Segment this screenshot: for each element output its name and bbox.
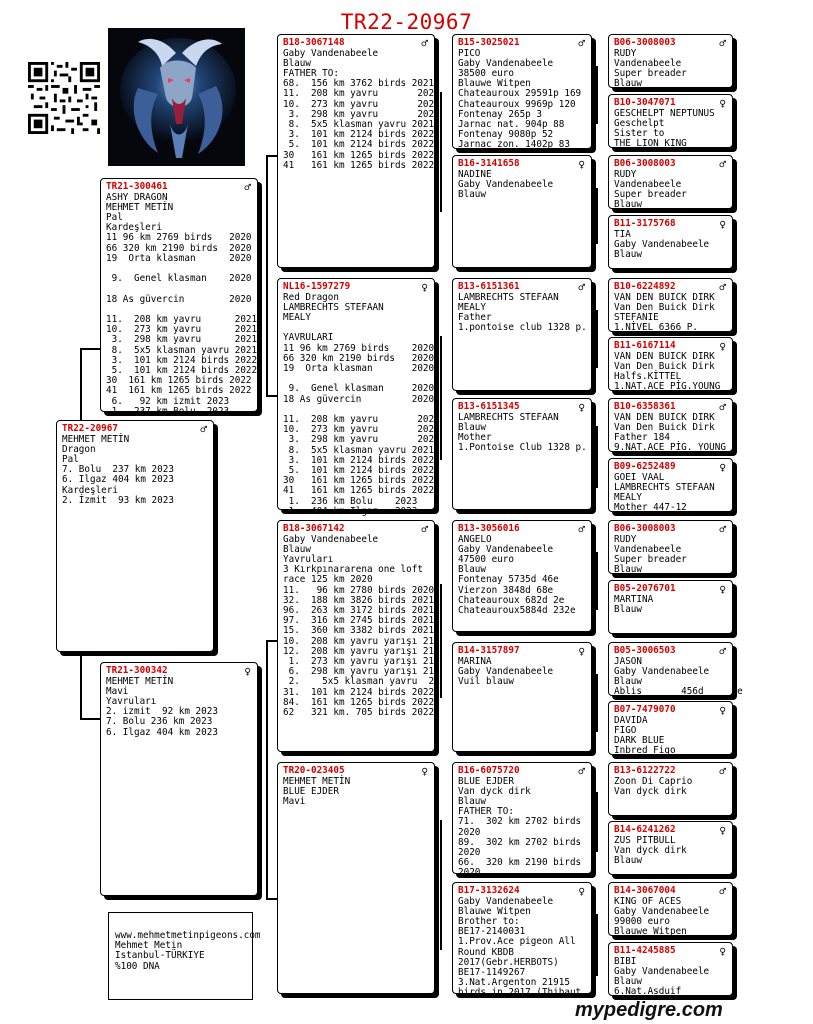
female-icon: ♀ <box>719 218 726 231</box>
pigeon-details: BIBI Gaby Vandenabeele Blauw 6.Nat.Asduif <box>614 955 710 998</box>
contact-text: www.mehmetmetinpigeons.com Mehmet Metin Istanbul-TÜRKIYE %100 DNA <box>115 930 261 972</box>
connector-line <box>596 426 598 488</box>
pigeon-details: GOEI VAAL LAMBRECHTS STEFAAN MEALY Mother 447-12 <box>614 471 715 514</box>
footer-brand[interactable]: mypedigre.com <box>575 999 723 1021</box>
male-icon: ♂ <box>578 765 585 778</box>
ring-number: B06-3008003 <box>614 158 676 169</box>
connector-line <box>266 395 277 397</box>
male-icon: ♂ <box>719 281 726 294</box>
connector-line <box>440 584 442 698</box>
pigeon-card-gen4-1[interactable] <box>452 34 592 149</box>
connector-line <box>596 66 598 124</box>
male-icon: ♂ <box>578 523 585 536</box>
pigeon-details: VAN DEN BUICK DIRK Van Den Buick Dirk Father 184 9.NAT.ACE PİG. YOUNG <box>614 411 726 454</box>
ring-number: B18-3067148 <box>283 37 345 48</box>
pigeon-details: ASHY DRAGON MEHMET METİN Pal Kardeşleri 11 96 km 2769 birds 2020 66 320 km 2190 birds 2020 19 Orta klasman 2020 9. Genel klasman 2020 18 As güvercin 2020 11. 208 km yavru 2021 10. 273 km yavru 2021 3. 298 km yavru 2021 8. 5x5 klasman yavru 2021 3. 101 km 2124 birds 2022 5. 101 km 2124 birds 2022 30 161 km 1265 birds 2022 41 161 km 1265 birds 2022 6. 92 km izmit 2023 1. 237 km Bolu 2023 <box>106 191 258 417</box>
dragon-photo <box>108 28 245 166</box>
male-icon: ♂ <box>244 181 251 194</box>
ring-number: B18-3067142 <box>283 523 345 534</box>
pigeon-card-gen5-5[interactable] <box>608 278 733 332</box>
male-icon: ♂ <box>421 523 428 536</box>
male-icon: ♂ <box>719 523 726 536</box>
female-icon: ♀ <box>719 583 726 596</box>
pigeon-card-gen5-11[interactable] <box>608 642 743 698</box>
ring-number: B11-3175768 <box>614 218 676 229</box>
male-icon: ♂ <box>719 645 726 658</box>
male-icon: ♂ <box>200 423 207 436</box>
connector-line <box>266 155 268 397</box>
pigeon-details: MARTINA Blauw <box>614 593 654 615</box>
pigeon-details: ZUS PITBULL Van dyck dirk Blauw <box>614 834 687 866</box>
pigeon-details: RUDY Vandenabeele Super breader Blauw <box>614 168 687 211</box>
connector-line <box>596 792 598 852</box>
pigeon-details: MARINA Gaby Vandenabeele Vuil blauw <box>458 655 554 687</box>
pigeon-details: TIA Gaby Vandenabeele Blauw <box>614 228 710 260</box>
ring-number: B05-2076701 <box>614 583 676 594</box>
pigeon-details: PICO Gaby Vandenabeele 38500 euro Blauwe Witpen Chateauroux 29591p 169 Chateauroux 9969p 120 Fontenay 265p 3 Jarnac nat. 904p 88 Fontenay 9080p 52 Jarnac zon. 1402p 83 <box>458 47 582 151</box>
pigeon-details: Zoon Di Caprio Van dyck dirk <box>614 775 693 797</box>
pigeon-details: NADINE Gaby Vandenabeele Blauw <box>458 168 554 200</box>
pigeon-card-gen5-9[interactable] <box>608 520 733 574</box>
pigeon-card-gen3-4[interactable] <box>277 762 435 994</box>
female-icon: ♀ <box>578 885 585 898</box>
connector-line <box>596 552 598 610</box>
pigeon-card-gen4-3[interactable] <box>452 278 592 391</box>
ring-number: NL16-1597279 <box>283 281 351 292</box>
pigeon-card-gen3-2[interactable] <box>277 278 440 517</box>
pigeon-details: Red Dragon LAMBRECHTS STEFAAN MEALY YAVRULARI 11 96 km 2769 birds 2020 66 320 km 2190 birds 2020 19 Orta klasman 2020 9. Genel klasman 2020 18 As güvercin 2020 11. 208 km yavru 2021 10. 273 km yavru 2021 3. 298 km yavru 2021 8. 5x5 klasman yavru 2021 3. 101 km 2124 birds 2022 5. 101 km 2124 birds 2022 30 161 km 1265 birds 2022 41 161 km 1265 birds 2022 1. 236 km Bolu 2023 1. 404 km Ilgaz 2023 <box>283 291 440 517</box>
male-icon: ♂ <box>719 401 726 414</box>
ring-number: B13-6151345 <box>458 401 520 412</box>
pigeon-card-gen5-8[interactable] <box>608 458 733 512</box>
male-icon: ♂ <box>578 37 585 50</box>
ring-number: B11-4245885 <box>614 945 676 956</box>
ring-number: B11-6167114 <box>614 340 676 351</box>
ring-number: TR22-20967 <box>62 423 118 434</box>
female-icon: ♀ <box>719 824 726 837</box>
qr-code[interactable] <box>28 62 100 134</box>
female-icon: ♀ <box>244 665 251 678</box>
ring-number: B07-7479070 <box>614 704 676 715</box>
male-icon: ♂ <box>719 158 726 171</box>
female-icon: ♀ <box>421 765 428 778</box>
pigeon-details: KING OF ACES Gaby Vandenabeele 99000 euro Blauwe Witpen <box>614 895 710 938</box>
pigeon-card-gen5-15[interactable] <box>608 882 733 936</box>
female-icon: ♀ <box>578 158 585 171</box>
ring-number: B17-3132624 <box>458 885 520 896</box>
male-icon: ♂ <box>719 37 726 50</box>
ring-number: TR21-300461 <box>106 181 168 192</box>
connector-line <box>266 898 277 900</box>
ring-number: B05-3006503 <box>614 645 676 656</box>
connector-line <box>440 820 442 950</box>
male-icon: ♂ <box>578 281 585 294</box>
ring-number: B09-6252489 <box>614 461 676 472</box>
pigeon-details: ANGELO Gaby Vandenabeele 47500 euro Blauw Fontenay 5735d 46e Vierzon 3848d 68e Chateauroux 682d 2e Chateauroux5884d 232e <box>458 533 576 616</box>
pigeon-card-gen3-1[interactable] <box>277 34 440 268</box>
pigeon-card-gen5-14[interactable] <box>608 821 733 875</box>
ring-number: B10-6224892 <box>614 281 676 292</box>
pigeon-details: MEHMET METİN BLUE EJDER Mavi <box>283 775 351 807</box>
pigeon-details: MEHMET METİN Mavi Yavruları 2. izmit 92 km 2023 7. Bolu 236 km 2023 6. Ilgaz 404 km 2023 <box>106 675 218 738</box>
contact-info-box <box>108 912 261 1000</box>
connector-line <box>596 914 598 976</box>
ring-number: B14-3157897 <box>458 645 520 656</box>
female-icon: ♀ <box>578 401 585 414</box>
pigeon-details: Gaby Vandenabeele Blauw FATHER TO: 68. 156 km 3762 birds 2021 11. 208 km yavru 2021 10. 273 km yavru 2021 3. 298 km yavru 2021 8. 5x5 klasman yavru 2021 3. 101 km 2124 birds 2022 5. 101 km 2124 birds 2022 30 161 km 1265 birds 2022 41 161 km 1265 birds 2022 <box>283 47 440 171</box>
pigeon-card-gen5-13[interactable] <box>608 762 733 816</box>
male-icon: ♂ <box>719 885 726 898</box>
pigeon-card-gen4-7[interactable] <box>452 762 592 879</box>
connector-line <box>596 674 598 732</box>
ring-number: TR21-300342 <box>106 665 168 676</box>
female-icon: ♀ <box>421 281 428 294</box>
pigeon-card-gen5-6[interactable] <box>608 337 733 391</box>
pigeon-details: Gaby Vandenabeele Blauw Yavruları 3 Kırkpınararena one loft race 125 km 2020 11. 96 km 2780 birds 2020 32. 188 km 3826 birds 2021 96. 263 km 3172 birds 2021 97. 316 km 2745 birds 2021 15. 360 km 3382 birds 2021 10. 208 km yavru yarışı 21 12. 208 km yavru yarışı 21 1. 273 km yavru yarışı 21 6. 298 km yavru yarışı 21 2. 5x5 klasman yavru 21 31. 101 km 2124 birds 2022 84. 161 km 1265 birds 2022 62 321 km. 705 birds 2022 <box>283 533 440 718</box>
pigeon-details: MEHMET METİN Dragon Pal 7. Bolu 237 km 2023 6. Ilgaz 404 km 2023 Kardeşleri 2. İzmit 93 km 2023 <box>62 433 174 506</box>
pigeon-card-gen5-16[interactable] <box>608 942 733 996</box>
female-icon: ♀ <box>719 97 726 110</box>
female-icon: ♀ <box>719 704 726 717</box>
pigeon-card-gen4-8[interactable] <box>452 882 592 999</box>
ring-number: B15-3025021 <box>458 37 520 48</box>
pigeon-card-gen5-10[interactable] <box>608 580 733 634</box>
ring-number: B10-6358361 <box>614 401 676 412</box>
female-icon: ♀ <box>578 645 585 658</box>
male-icon: ♂ <box>719 765 726 778</box>
pedigree-title: TR22-20967 <box>340 10 473 34</box>
connector-line <box>596 188 598 244</box>
pigeon-details: BLUE EJDER Van dyck dirk Blauw FATHER TO: 71. 302 km 2702 birds 2020 89. 302 km 2702 birds 2020 66. 320 km 2190 birds 2020 <box>458 775 582 879</box>
ring-number: B10-3047071 <box>614 97 676 108</box>
ring-number: B13-3056016 <box>458 523 520 534</box>
pigeon-details: LAMBRECHTS STEFAAN MEALY Father 1.pontoise club 1328 p. <box>458 291 587 334</box>
ring-number: B16-3141658 <box>458 158 520 169</box>
pigeon-card-gen5-1[interactable] <box>608 34 733 88</box>
pigeon-card-gen4-5[interactable] <box>452 520 592 632</box>
male-icon: ♂ <box>421 37 428 50</box>
pigeon-details: GESCHELPT NEPTUNUS Geschelpt Sister to THE LION KING <box>614 107 715 150</box>
ring-number: B14-6241262 <box>614 824 676 835</box>
connector-line <box>440 92 442 212</box>
ring-number: B16-6075720 <box>458 765 520 776</box>
pigeon-card-subject[interactable] <box>56 420 214 652</box>
pigeon-card-gen5-12[interactable] <box>608 701 733 755</box>
female-icon: ♀ <box>719 340 726 353</box>
pigeon-details: RUDY Vandenabeele Super breader Blauw <box>614 47 687 90</box>
pigeon-details: RUDY Vandenabeele Super breader Blauw <box>614 533 687 576</box>
pigeon-card-gen5-7[interactable] <box>608 398 733 452</box>
female-icon: ♀ <box>719 945 726 958</box>
ring-number: B14-3067004 <box>614 885 676 896</box>
connector-line <box>596 310 598 368</box>
pigeon-card-sire[interactable] <box>100 178 258 417</box>
ring-number: TR20-023405 <box>283 765 345 776</box>
pigeon-card-gen3-3[interactable] <box>277 520 440 752</box>
female-icon: ♀ <box>719 461 726 474</box>
pigeon-details: VAN DEN BUICK DIRK Van Den Buick Dirk Halfs.KİTTEL 1.NAT.ACE PİG.YOUNG <box>614 350 721 393</box>
connector-line <box>80 718 100 720</box>
connector-line <box>266 640 268 900</box>
connector-line <box>266 155 277 157</box>
pigeon-card-dam[interactable] <box>100 662 258 896</box>
ring-number: B06-3008003 <box>614 523 676 534</box>
connector-line <box>440 336 442 460</box>
pigeon-card-gen4-4[interactable] <box>452 398 592 510</box>
pigeon-card-gen5-2[interactable] <box>608 94 733 148</box>
pigeon-details: Gaby Vandenabeele Blauwe Witpen Brother to: BE17-2140031 1.Prov.Ace pigeon All Round KBDB 2017(Gebr.HERBOTS) BE17-1149267 3.Nat.Argenton 21915 birds in 2017 (Thibaut <box>458 895 582 999</box>
pigeon-card-gen5-4[interactable] <box>608 215 733 269</box>
pigeon-card-gen4-2[interactable] <box>452 155 592 268</box>
pigeon-details: DAVIDA FIGO DARK BLUE Inbred Figo <box>614 714 676 757</box>
ring-number: B13-6151361 <box>458 281 520 292</box>
connector-line <box>80 348 100 350</box>
pigeon-details: LAMBRECHTS STEFAAN Blauw Mother 1.Pontoise Club 1328 p. <box>458 411 587 454</box>
ring-number: B13-6122722 <box>614 765 676 776</box>
connector-line <box>266 640 277 642</box>
pigeon-card-gen5-3[interactable] <box>608 155 733 209</box>
ring-number: B06-3008003 <box>614 37 676 48</box>
pigeon-details: VAN DEN BUICK DIRK Van Den Buick Dirk STEFANIE 1.NİVEL 6366 P. <box>614 291 715 334</box>
pigeon-card-gen4-6[interactable] <box>452 642 592 752</box>
pigeon-details: JASON Gaby Vandenabeele Blauw Ablis 456d 7e <box>614 655 743 698</box>
